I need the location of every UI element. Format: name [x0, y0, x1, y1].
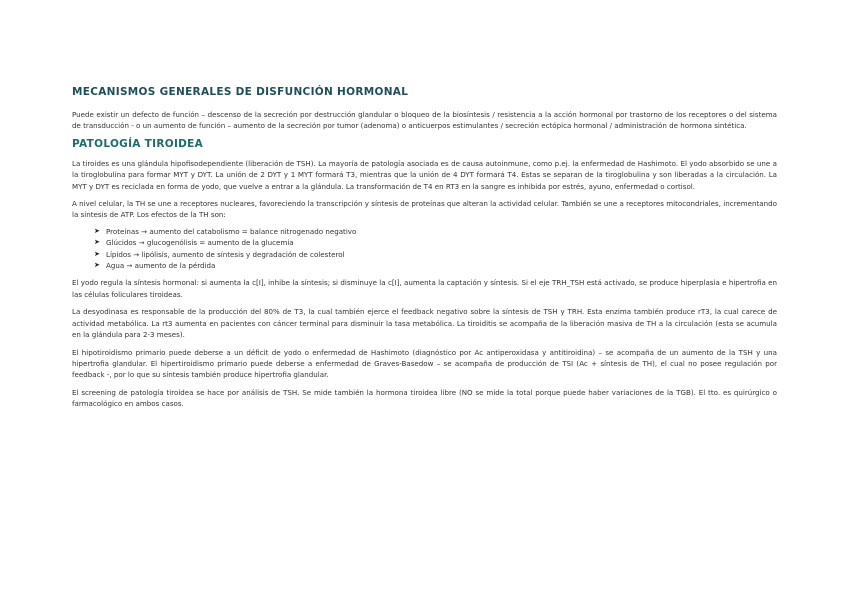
arrow-bullet-icon: ➤ — [94, 238, 100, 247]
paragraph-hipotiroidismo: El hipotiroidismo primario puede deberse a un déficit de yodo o enfermedad de Hashimoto (diagnóstico por Ac antiperoxidasa y antitiroidina) – se acompaña de un aumento de la TSH y una hipertrofia glandular. El hipertiroidismo primario puede deberse a enfermedad de Graves-Basedow – se acompaña de producción de TSI (Ac + síntesis de TH), el cual no posee regulación por feedback -, por lo que su síntesis también produce hipertrofia glandular. — [72, 347, 777, 380]
list-item: ➤ Glúcidos → glucogenólisis = aumento de la glucemia — [94, 238, 294, 248]
list-item: ➤ Proteínas → aumento del catabolismo = balance nitrogenado negativo — [94, 226, 357, 236]
document-page — [72, 86, 777, 416]
list-item: ➤ Agua → aumento de la pérdida — [94, 261, 216, 271]
arrow-bullet-icon: ➤ — [94, 249, 100, 258]
paragraph-yodo: El yodo regula la síntesis hormonal: si aumenta la c[I], inhibe la síntesis; si disminuye la c[I], aumenta la captación y síntesis. Si el eje TRH_TSH está activado, se produce hiperplasia e hipertrofia en las células foliculares tiroideas. — [72, 278, 777, 299]
arrow-bullet-icon: ➤ — [94, 261, 100, 270]
effects-list — [94, 226, 777, 272]
paragraph-tiroides: La tiroides es una glándula hipofisodependiente (liberación de TSH). La mayoría de patología asociada es de causa autoinmune, como p.ej. la enfermedad de Hashimoto. El yodo absorbido se une a la tiroglobulina para formar MYT y DYT. La unión de 2 DYT y 1 MYT formará T3, mientras que la unión de 4 DYT formará T4. Estas se separan de la tiroglobulina y son liberadas a la circulación. La MYT y DYT es reciclada en forma de yodo, que vuelve a entrar a la glándula. La transformación de T4 en RT3 en la sangre es inhibida por estrés, ayuno, enfermedad o cortisol. — [72, 158, 777, 191]
list-item: ➤ Lípidos → lipólisis, aumento de síntesis y degradación de colesterol — [94, 249, 345, 259]
intro-paragraph: Puede existir un defecto de función – descenso de la secreción por destrucción glandular o bloqueo de la biosíntesis / resistencia a la acción hormonal por trastorno de los receptores o del sistema de transducción - o un aumento de función – aumento de la secreción por tumor (adenoma) o anticuerpos estimulantes / secreción ectópica hormonal / administración de hormona sintética. — [72, 110, 777, 131]
section-heading-mecanismos: MECANISMOS GENERALES DE DISFUNCIÓN HORMONAL — [72, 86, 409, 98]
paragraph-desyodinasa: La desyodinasa es responsable de la producción del 80% de T3, la cual también ejerce el feedback negativo sobre la síntesis de TSH y TRH. Esta enzima también produce rT3, la cual carece de actividad metabólica. La rt3 aumenta en pacientes con cáncer terminal para disminuir la tasa metabólica. La tiroiditis se acompaña de la liberación masiva de TH a la circulación (esta se acumula en la glándula para 2-3 meses). — [72, 307, 777, 340]
paragraph-nivel-celular: A nivel celular, la TH se une a receptores nucleares, favoreciendo la transcripción y síntesis de proteínas que alteran la actividad celular. También se une a receptores mitocondriales, incrementando la síntesis de ATP. Los efectos de la TH son: — [72, 199, 777, 220]
section-heading-patologia-tiroidea: PATOLOGÍA TIROIDEA — [72, 137, 204, 150]
arrow-bullet-icon: ➤ — [94, 226, 100, 235]
paragraph-screening: El screening de patología tiroidea se hace por análisis de TSH. Se mide también la hormona tiroidea libre (NO se mide la total porque puede haber variaciones de la TGB). El tto. es quirúrgico o farmacológico en ambos casos. — [72, 387, 777, 409]
